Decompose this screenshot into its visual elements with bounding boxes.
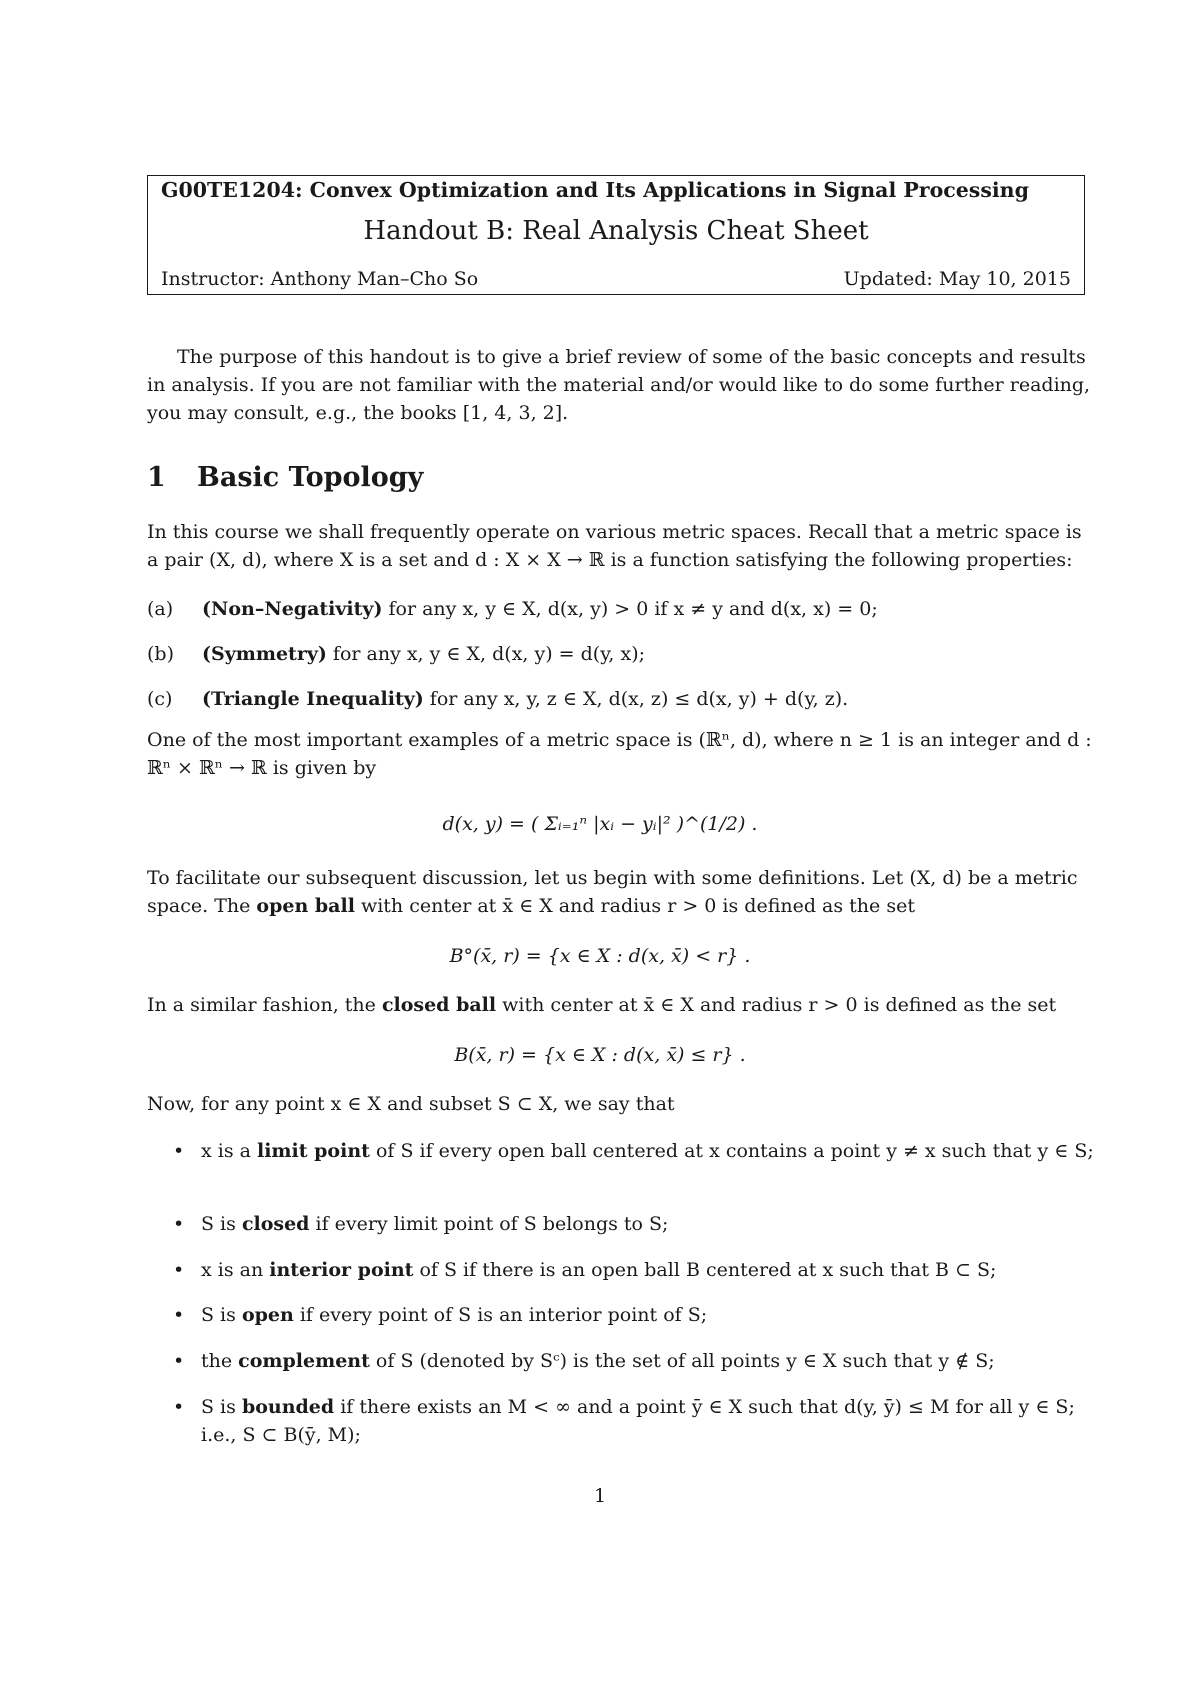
bullet-term: closed	[241, 1213, 310, 1235]
bullet-text: of S if there is an open ball B centered at x such that B ⊂ S;	[413, 1259, 997, 1281]
bullet-term: interior point	[269, 1259, 414, 1281]
euclidean-paragraph: One of the most important examples of a metric space is (ℝⁿ, d), where n ≥ 1 is an integer and d : ℝⁿ × ℝⁿ → ℝ is given by	[147, 729, 1092, 779]
bullet-icon: •	[173, 1213, 185, 1235]
bullet-text: if every limit point of S belongs to S;	[309, 1213, 669, 1235]
closed-ball-paragraph	[147, 991, 1097, 1019]
section-title: Basic Topology	[197, 462, 424, 493]
property-label: (c)	[147, 688, 173, 710]
definition-bullet	[173, 1210, 1097, 1238]
definition-bullet	[173, 1256, 1097, 1284]
property-text: for any x, y, z ∈ X, d(x, z) ≤ d(x, y) + d(y, z).	[423, 688, 849, 710]
property-name: (Symmetry)	[202, 643, 327, 665]
property-label: (b)	[147, 643, 174, 665]
property-name: (Triangle Inequality)	[202, 688, 424, 710]
property-text: for any x, y ∈ X, d(x, y) = d(y, x);	[326, 643, 646, 665]
bullet-term: open	[241, 1304, 294, 1326]
bullet-text: S is	[201, 1304, 242, 1326]
closed-ball-text-c: with center at x̄ ∈ X and radius r > 0 is defined as the set	[496, 994, 1057, 1016]
section-heading	[147, 462, 423, 493]
definition-bullet	[173, 1393, 1097, 1449]
bullet-text: of S (denoted by Sᶜ) is the set of all points y ∈ X such that y ∉ S;	[369, 1350, 995, 1372]
definitions-intro: Now, for any point x ∈ X and subset S ⊂ X, we say that	[147, 1093, 675, 1115]
bullet-text: x is an	[201, 1259, 270, 1281]
property-item	[147, 640, 1097, 668]
definition-bullet	[173, 1347, 1097, 1375]
bullet-icon: •	[173, 1396, 185, 1418]
bullet-text: x is a	[201, 1140, 257, 1162]
property-name: (Non–Negativity)	[202, 598, 383, 620]
bullet-text: S is	[201, 1396, 242, 1418]
bullet-text: if there exists an M < ∞ and a point ȳ ∈ X such that d(y, ȳ) ≤ M for all y ∈ S; i.e., S ⊂ B(ȳ, M);	[201, 1396, 1075, 1446]
closed-ball-text-a: In a similar fashion, the	[147, 994, 382, 1016]
equation-open-ball: B°(x̄, r) = {x ∈ X : d(x, x̄) < r} .	[449, 945, 751, 967]
metric-space-paragraph: In this course we shall frequently operate on various metric spaces. Recall that a metric space is a pair (X, d), where X is a set and d : X × X → ℝ is a function satisfying the following properties:	[147, 521, 1082, 571]
intro-paragraph: The purpose of this handout is to give a brief review of some of the basic concepts and results in analysis. If you are not familiar with the material and/or would like to do some further reading, you may consult, e.g., the books [1, 4, 3, 2].	[147, 346, 1091, 424]
bullet-icon: •	[173, 1304, 185, 1326]
open-ball-paragraph	[147, 864, 1097, 920]
bullet-term: limit point	[257, 1140, 370, 1162]
closed-ball-term: closed ball	[381, 994, 497, 1016]
property-item	[147, 595, 1097, 623]
bullet-icon: •	[173, 1350, 185, 1372]
property-item	[147, 685, 1097, 713]
bullet-text: the	[201, 1350, 239, 1372]
page-number: 1	[593, 1485, 607, 1507]
bullet-term: bounded	[241, 1396, 335, 1418]
open-ball-text-a: To facilitate our subsequent discussion, let us begin with some definitions. Let (X, d) be a metric space. The	[147, 867, 1078, 917]
header-box	[147, 175, 1085, 295]
property-text: for any x, y ∈ X, d(x, y) > 0 if x ≠ y and d(x, x) = 0;	[382, 598, 878, 620]
bullet-text: of S if every open ball centered at x contains a point y ≠ x such that y ∈ S;	[369, 1140, 1094, 1162]
open-ball-text-c: with center at x̄ ∈ X and radius r > 0 is defined as the set	[354, 895, 915, 917]
bullet-icon: •	[173, 1259, 185, 1281]
bullet-term: complement	[238, 1350, 370, 1372]
open-ball-term: open ball	[256, 895, 355, 917]
section-number: 1	[147, 462, 166, 493]
definition-bullet	[173, 1137, 1097, 1165]
instructor: Instructor: Anthony Man–Cho So	[161, 268, 479, 290]
bullet-text: S is	[201, 1213, 242, 1235]
equation-euclidean-distance: d(x, y) = ( Σᵢ₌₁ⁿ |xᵢ − yᵢ|² )^(1/2) .	[442, 813, 758, 835]
property-label: (a)	[147, 598, 174, 620]
handout-title: Handout B: Real Analysis Cheat Sheet	[363, 216, 869, 246]
bullet-icon: •	[173, 1140, 185, 1162]
equation-closed-ball: B(x̄, r) = {x ∈ X : d(x, x̄) ≤ r} .	[454, 1044, 746, 1066]
course-title: G00TE1204: Convex Optimization and Its Applications in Signal Processing	[161, 178, 1029, 202]
definition-bullet	[173, 1301, 1097, 1329]
bullet-text: if every point of S is an interior point of S;	[293, 1304, 708, 1326]
updated-date: Updated: May 10, 2015	[843, 268, 1071, 290]
